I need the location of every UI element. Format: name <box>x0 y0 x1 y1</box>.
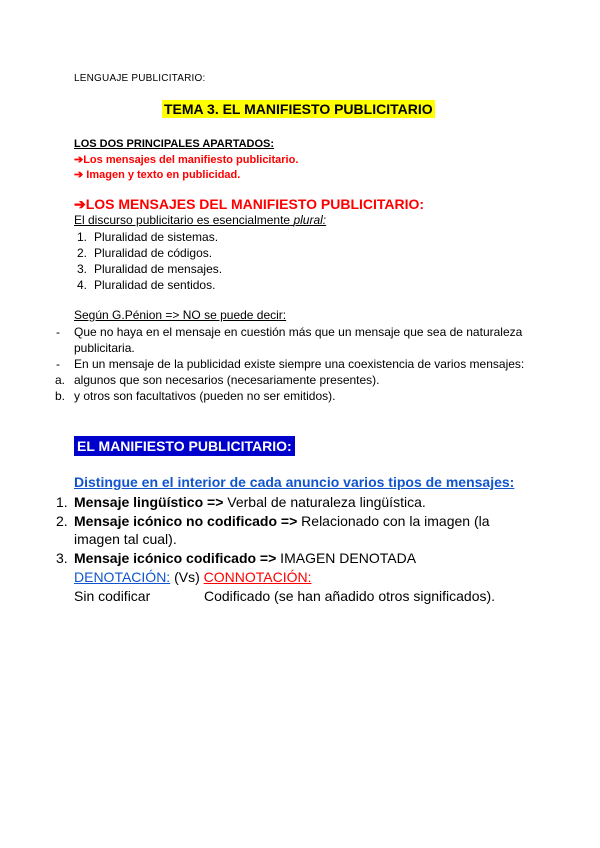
plural-list-number-1: 1. <box>77 230 88 244</box>
plural-list-item-4: Pluralidad de sentidos. <box>94 278 216 292</box>
apartado-item-2: ➔ Imagen y texto en publicidad. <box>74 169 241 181</box>
document-header: LENGUAJE PUBLICITARIO: <box>74 73 206 84</box>
tipo-item-2-label: Mensaje icónico no codificado => <box>74 513 298 529</box>
plural-list-number-3: 3. <box>77 262 88 276</box>
codificado-text: Codificado (se han añadido otros significados). <box>204 588 496 604</box>
tipo-item-1-label: Mensaje lingüístico => <box>74 494 224 510</box>
page-title: TEMA 3. EL MANIFIESTO PUBLICITARIO <box>164 101 433 117</box>
tipo-number-1: 1. <box>56 494 68 510</box>
tipo-item-1-desc: Verbal de naturaleza lingüística. <box>223 494 426 510</box>
plural-list-number-4: 4. <box>77 278 88 292</box>
sin-codificar-text: Sin codificar <box>74 588 151 604</box>
dash-item-1-line-1: Que no haya en el mensaje en cuestión más que un mensaje que sea de naturaleza <box>74 325 523 339</box>
tipo-item-3 <box>74 550 416 566</box>
tipo-number-3: 3. <box>56 550 68 566</box>
tipo-item-3-desc: IMAGEN DENOTADA <box>276 550 417 566</box>
letter-mark-b: b. <box>55 389 66 403</box>
dash-mark-1: - <box>56 325 60 339</box>
tipo-number-2: 2. <box>56 513 68 529</box>
dash-mark-2: - <box>56 357 60 371</box>
tipo-item-2 <box>74 513 490 529</box>
mensajes-intro-emphasis: plural: <box>293 213 327 227</box>
letter-item-a: algunos que son necesarios (necesariamente presentes). <box>74 373 380 387</box>
plural-list-item-3: Pluralidad de mensajes. <box>94 262 223 276</box>
letter-mark-a: a. <box>55 373 66 387</box>
dash-item-1-line-2: publicitaria. <box>74 341 135 355</box>
tipo-item-1 <box>74 494 426 510</box>
tipo-item-2-desc: Relacionado con la imagen (la <box>297 513 490 529</box>
manifiesto-subheading: Distingue en el interior de cada anuncio varios tipos de mensajes: <box>74 474 515 490</box>
connotacion-label: CONNOTACIÓN: <box>203 569 312 585</box>
plural-list-item-2: Pluralidad de códigos. <box>94 246 213 260</box>
apartado-item-1: ➔Los mensajes del manifiesto publicitario. <box>74 154 299 166</box>
plural-list-item-1: Pluralidad de sistemas. <box>94 230 219 244</box>
mensajes-intro-main: El discurso publicitario es esencialmente <box>74 213 294 227</box>
tipo-item-2-line-2: imagen tal cual). <box>74 531 177 547</box>
letter-item-b: y otros son facultativos (pueden no ser emitidos). <box>74 389 336 403</box>
apartados-heading: LOS DOS PRINCIPALES APARTADOS: <box>74 138 275 150</box>
plural-list-number-2: 2. <box>77 246 88 260</box>
dash-item-2: En un mensaje de la publicidad existe siempre una coexistencia de varios mensajes: <box>74 357 525 371</box>
manifiesto-heading: EL MANIFIESTO PUBLICITARIO: <box>74 436 295 456</box>
tipo-item-3-label: Mensaje icónico codificado => <box>74 550 277 566</box>
mensajes-heading: ➔LOS MENSAJES DEL MANIFIESTO PUBLICITARIO: <box>74 196 425 212</box>
denotacion-label: DENOTACIÓN: <box>74 569 171 585</box>
vs-label: (Vs) <box>170 569 204 585</box>
penion-quote: Según G.Pénion => NO se puede decir: <box>74 308 287 322</box>
mensajes-intro <box>74 213 326 227</box>
denotacion-connotacion-line <box>74 569 312 585</box>
